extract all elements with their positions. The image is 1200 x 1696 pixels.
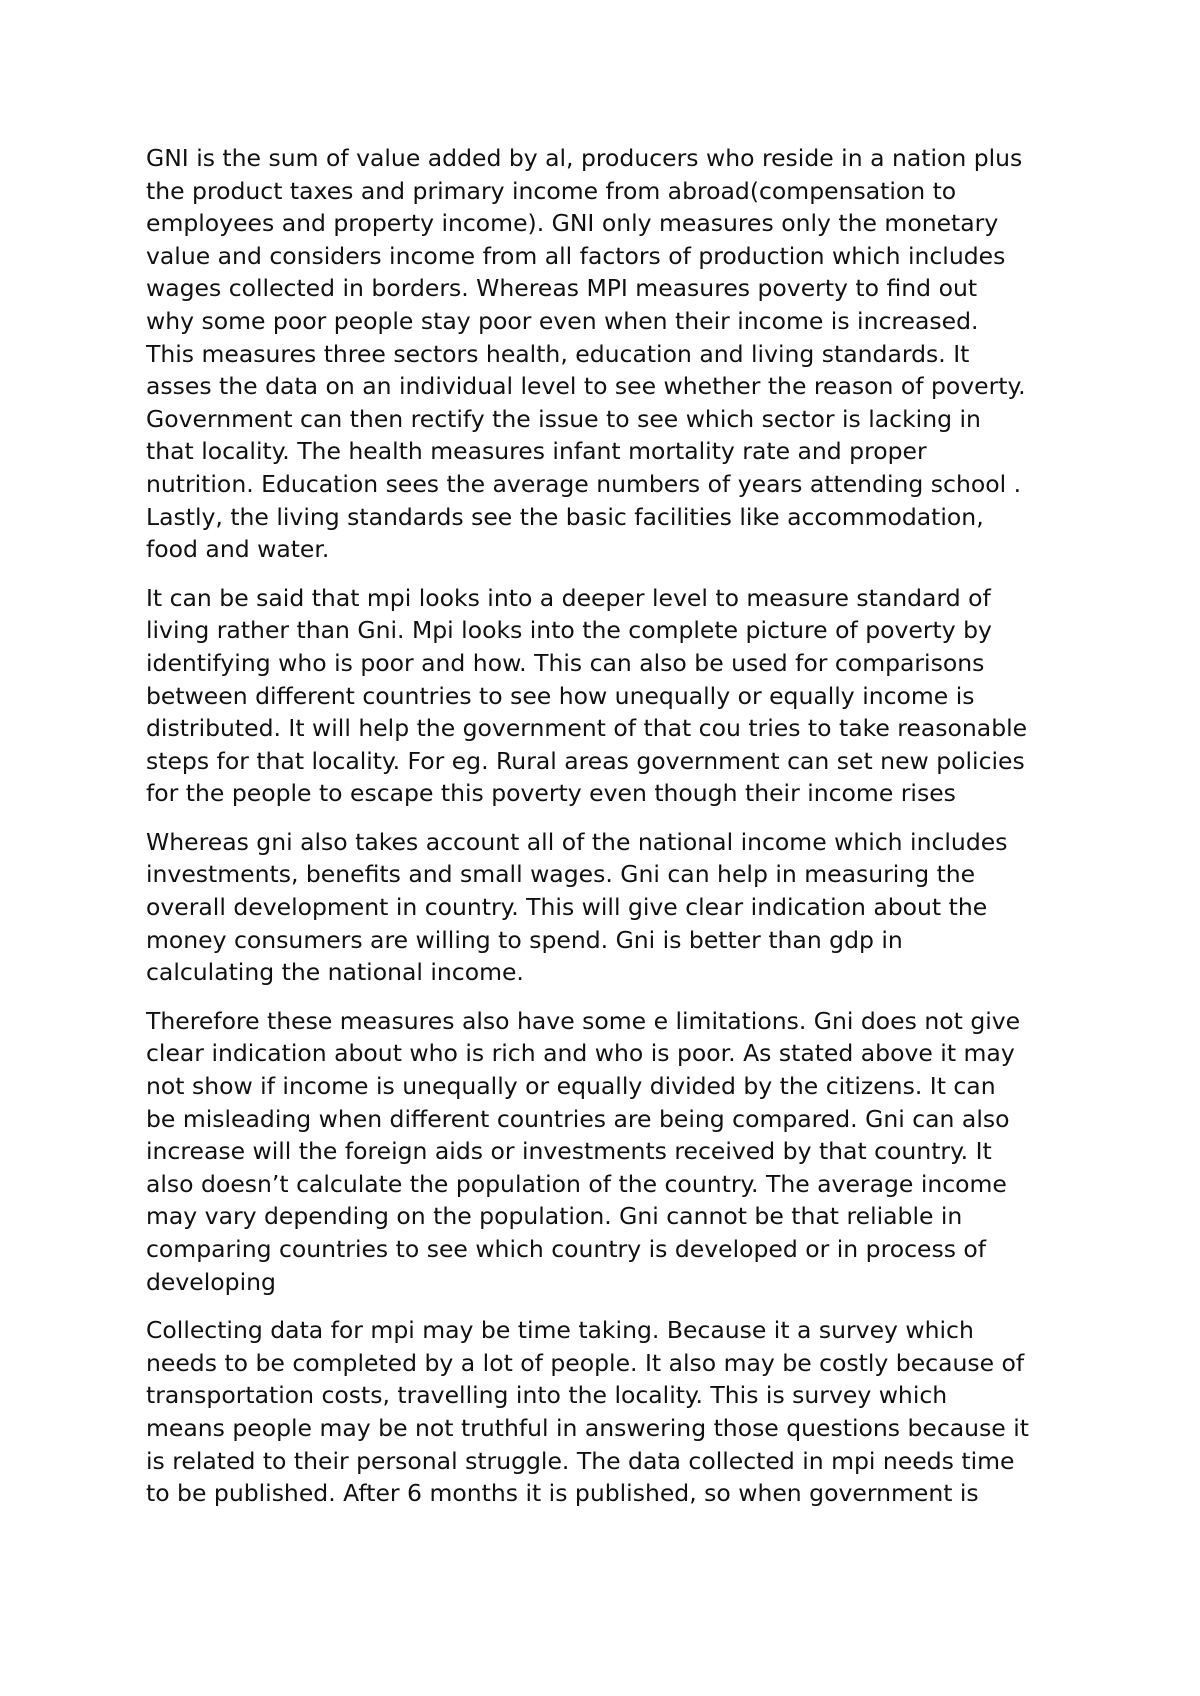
paragraph-gni-definition: GNI is the sum of value added by al, producers who reside in a nation plus the product taxes and primary income from abroad(compensation to employees and property income). GNI only measures only the monetary value and considers income from all factors of production which includes wages collected in borders. Whereas MPI measures poverty to find out why some poor people stay poor even when their income is increased. This measures three sectors health, education and living standards. It asses the data on an individual level to see whether the reason of poverty. Government can then rectify the issue to see which sector is lacking in that locality. The health measures infant mortality rate and proper nutrition. Education sees the average numbers of years attending school . Lastly, the living standards see the basic facilities like accommodation, food and water.	[146, 144, 1026, 564]
paragraph-mpi-limitations: Collecting data for mpi may be time taking. Because it a survey which needs to be completed by a lot of people. It also may be costly because of transportation costs, travelling into the locality. This is survey which means people may be not truthful in answering those questions because it is related to their personal struggle. The data collected in mpi needs time to be published. After 6 months it is published, so when government is	[146, 1316, 1029, 1508]
document-body	[146, 142, 1076, 1526]
paragraph-gni-limitations: Therefore these measures also have some e limitations. Gni does not give clear indication about who is rich and who is poor. As stated above it may not show if income is unequally or equally divided by the citizens. It can be misleading when different countries are being compared. Gni can also increase will the foreign aids or investments received by that country. It also doesn’t calculate the population of the country. The average income may vary depending on the population. Gni cannot be that reliable in comparing countries to see which country is developed or in process of developing	[146, 1006, 1021, 1296]
paragraph-mpi-comparison: It can be said that mpi looks into a deeper level to measure standard of living rather than Gni. Mpi looks into the complete picture of poverty by identifying who is poor and how. This can also be used for comparisons between different countries to see how unequally or equally income is distributed. It will help the government of that cou tries to take reasonable steps for that locality. For eg. Rural areas government can set new policies for the people to escape this poverty even though their income rises	[146, 583, 1028, 808]
paragraph-gni-benefits: Whereas gni also takes account all of the national income which includes investments, benefits and small wages. Gni can help in measuring the overall development in country. This will give clear indication about the money consumers are willing to spend. Gni is better than gdp in calculating the national income.	[146, 827, 1008, 987]
